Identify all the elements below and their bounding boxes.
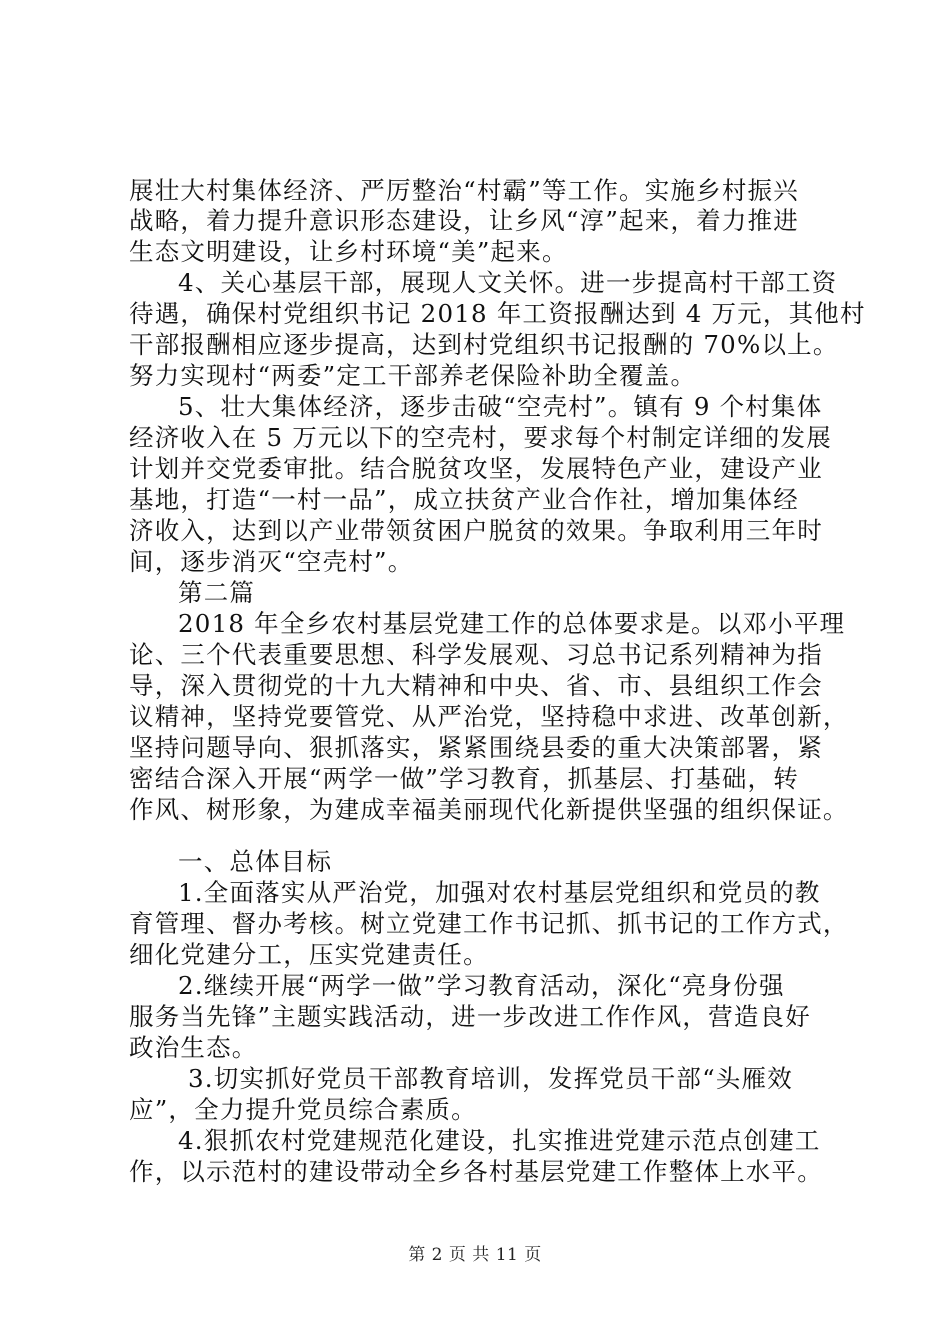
text-line: 3.切实抓好党员干部教育培训，发挥党员干部“头雁效 — [188, 1064, 793, 1093]
text-line: 济收入，达到以产业带领贫困户脱贫的效果。争取利用三年时 — [129, 516, 823, 545]
text-line: 应”，全力提升党员综合素质。 — [129, 1095, 477, 1124]
text-line: 干部报酬相应逐步提高，达到村党组织书记报酬的 70%以上。 — [129, 330, 839, 359]
text-line: 服务当先锋”主题实践活动，进一步改进工作作风，营造良好 — [129, 1002, 811, 1031]
text-line: 政治生态。 — [129, 1033, 258, 1062]
text-line: 密结合深入开展“两学一做”学习教育，抓基层、打基础，转 — [129, 764, 799, 793]
text-line: 坚持问题导向、狠抓落实，紧紧围绕县委的重大决策部署，紧 — [129, 733, 823, 762]
page-number-footer: 第 2 页 共 11 页 — [408, 1245, 542, 1265]
text-line: 论、三个代表重要思想、科学发展观、习总书记系列精神为指 — [129, 640, 823, 669]
text-line: 2.继续开展“两学一做”学习教育活动，深化“亮身份强 — [178, 971, 785, 1000]
text-line: 2018 年全乡农村基层党建工作的总体要求是。以邓小平理 — [178, 609, 846, 638]
text-line: 育管理、督办考核。树立党建工作书记抓、抓书记的工作方式， — [129, 909, 849, 938]
text-line: 议精神，坚持党要管党、从严治党，坚持稳中求进、改革创新， — [129, 702, 849, 731]
text-line: 5、壮大集体经济，逐步击破“空壳村”。镇有 9 个村集体 — [178, 392, 823, 421]
text-line: 基地，打造“一村一品”，成立扶贫产业合作社，增加集体经 — [129, 485, 799, 514]
section-heading: 一、总体目标 — [178, 847, 333, 876]
text-line: 作风、树形象，为建成幸福美丽现代化新提供坚强的组织保证。 — [129, 795, 849, 824]
text-line: 经济收入在 5 万元以下的空壳村，要求每个村制定详细的发展 — [129, 423, 832, 452]
text-line: 细化党建分工，压实党建责任。 — [129, 940, 489, 969]
text-line: 展壮大村集体经济、严厉整治“村霸”等工作。实施乡村振兴 — [129, 176, 799, 205]
text-line: 计划并交党委审批。结合脱贫攻坚，发展特色产业，建设产业 — [129, 454, 823, 483]
text-line: 生态文明建设，让乡村环境“美”起来。 — [129, 237, 568, 266]
text-line: 作，以示范村的建设带动全乡各村基层党建工作整体上水平。 — [129, 1157, 823, 1186]
text-line: 导，深入贯彻党的十九大精神和中央、省、市、县组织工作会 — [129, 671, 823, 700]
text-line: 1.全面落实从严治党，加强对农村基层党组织和党员的教 — [178, 878, 821, 907]
text-line: 4.狠抓农村党建规范化建设，扎实推进党建示范点创建工 — [178, 1126, 821, 1155]
text-line: 4、关心基层干部，展现人文关怀。进一步提高村干部工资 — [178, 268, 838, 297]
text-line: 战略，着力提升意识形态建设，让乡风“淳”起来，着力推进 — [129, 206, 799, 235]
section-heading: 第二篇 — [178, 578, 256, 607]
text-line: 努力实现村“两委”定工干部养老保险补助全覆盖。 — [129, 361, 697, 390]
text-line: 间，逐步消灭“空壳村”。 — [129, 547, 414, 576]
text-line: 待遇，确保村党组织书记 2018 年工资报酬达到 4 万元，其他村 — [129, 299, 866, 328]
